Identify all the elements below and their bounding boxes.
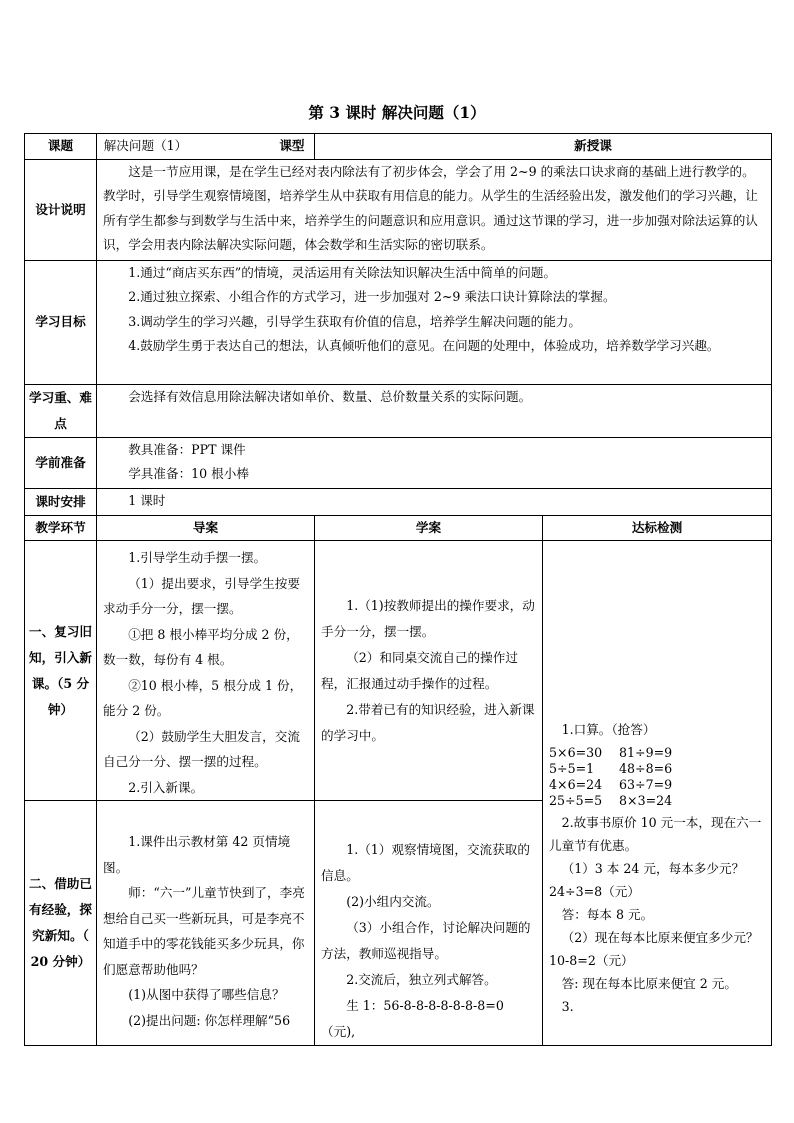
- calc-grid: 5×6=30 81÷9=9 5÷5=1 48÷8=6 4×6=24 63÷7=9 25÷5=5 8×3=24: [549, 745, 673, 808]
- check-q2: 2.故事书原价 10 元一本，现在六一儿童节有优惠。: [549, 815, 762, 853]
- stage2-label: 二、借助已有经验，探究新知。（ 20 分钟）: [25, 801, 97, 1046]
- type-label: 课型: [279, 138, 305, 153]
- topic-row: [25, 134, 772, 160]
- col-check: 达标检测: [543, 515, 772, 541]
- stage2-study: 1.（1）观察情境图，交流获取的信息。 (2)小组内交流。 （3）小组合作，讨论解决问题的方法，教师巡视指导。 2.交流后，独立列式解答。 生 1：56-8-8-8-8-8-8-8=0（元),: [315, 801, 543, 1046]
- prep-row: [25, 437, 772, 488]
- type-value: 新授课: [315, 134, 772, 160]
- stage1-study: 1.（1)按教师提出的操作要求，动手分一分，摆一摆。 （2）和同桌交流自己的操作过程，汇报通过动手操作的过程。 2.带着已有的知识经验，进入新课的学习中。: [315, 541, 543, 801]
- lesson-plan-table: [24, 133, 772, 1046]
- schedule-row: [25, 488, 772, 515]
- design-label: 设计说明: [25, 159, 97, 260]
- stage1-row: [25, 541, 772, 801]
- key-label: 学习重、难点: [25, 384, 97, 437]
- goals-label: 学习目标: [25, 260, 97, 384]
- design-row: [25, 159, 772, 260]
- check-cell: 1.口算。（抢答） 5×6=30 81÷9=9 5÷5=1 48÷8=6 4×6=24 63÷7=9 25÷5=5 8×3=24 2.故事书原价 10 元一本，现在六一儿童节有优惠。 （1）3 本 24 元，每本多少元？ 24÷3=8（元） 答：每本 8 元。 （2）现在每本比原来便宜多少元？ 10-8=2（元） 答: 现在每本比原来便宜 2 元。 3.: [543, 541, 772, 1046]
- key-row: [25, 384, 772, 437]
- page-title: 第 3 课时 解决问题（1）: [308, 103, 486, 122]
- stage1-label: 一、复习旧知，引入新课。（5 分钟）: [25, 541, 97, 801]
- col-study: 学案: [315, 515, 543, 541]
- goal-item: 2.通过独立探索、小组合作的方式学习，进一步加强对 2~9 乘法口诀计算除法的掌握。: [128, 289, 616, 304]
- goal-item: 3.调动学生的学习兴趣，引导学生获取有价值的信息，培养学生解决问题的能力。: [128, 313, 581, 329]
- col-stage: 教学环节: [25, 515, 97, 541]
- topic-label: 课题: [25, 134, 97, 160]
- col-guide: 导案: [97, 515, 315, 541]
- goal-item: 1.通过“商店买东西”的情境，灵活运用有关除法知识解决生活中简单的问题。: [128, 264, 557, 280]
- goals-list: [97, 260, 772, 384]
- schedule-value: 1 课时: [97, 488, 772, 515]
- design-text: 这是一节应用课，是在学生已经对表内除法有了初步体会，学会了用 2~9 的乘法口诀求商的基础上进行教学的。教学时，引导学生观察情境图，培养学生从中获取有用信息的能力。从学生的生活经验出发，激发他们的学习兴趣，让所有学生都参与到数学与生活中来，培养学生的问题意识和应用意识。通过这节课的学习，进一步加强对除法运算的认识，学会用表内除法解决实际问题，体会数学和生活实际的密切联系。: [97, 159, 772, 260]
- schedule-label: 课时安排: [25, 488, 97, 515]
- goals-row: [25, 260, 772, 384]
- check-q1: 1.口算。（抢答）: [561, 722, 656, 737]
- goal-item: 4.鼓励学生勇于表达自己的想法，认真倾听他们的意见。在问题的处理中，体验成功，培养数学学习兴趣。: [128, 338, 720, 353]
- key-text: 会选择有效信息用除法解决诸如单价、数量、总价数量关系的实际问题。: [97, 384, 772, 437]
- topic-value: 解决问题（1） 课型: [97, 134, 315, 160]
- stage1-guide: 1.引导学生动手摆一摆。 （1）提出要求，引导学生按要求动手分一分，摆一摆。 ①把 8 根小棒平均分成 2 份，数一数，每份有 4 根。 ②10 根小棒，5 根分成 1 份，能分 2 份。 （2）鼓励学生大胆发言，交流自己分一分、摆一摆的过程。 2.引入新课。: [97, 541, 315, 801]
- prep-text: 教具准备：PPT 课件 学具准备：10 根小棒: [97, 437, 772, 488]
- column-header-row: [25, 515, 772, 541]
- stage2-guide: 1.课件出示教材第 42 页情境图。 师：“六一”儿童节快到了，李亮想给自己买一些新玩具，可是李亮不知道手中的零花钱能买多少玩具，你们愿意帮助他吗？ (1)从图中获得了哪些信息？ (2)提出问题: 你怎样理解“56: [97, 801, 315, 1046]
- prep-label: 学前准备: [25, 437, 97, 488]
